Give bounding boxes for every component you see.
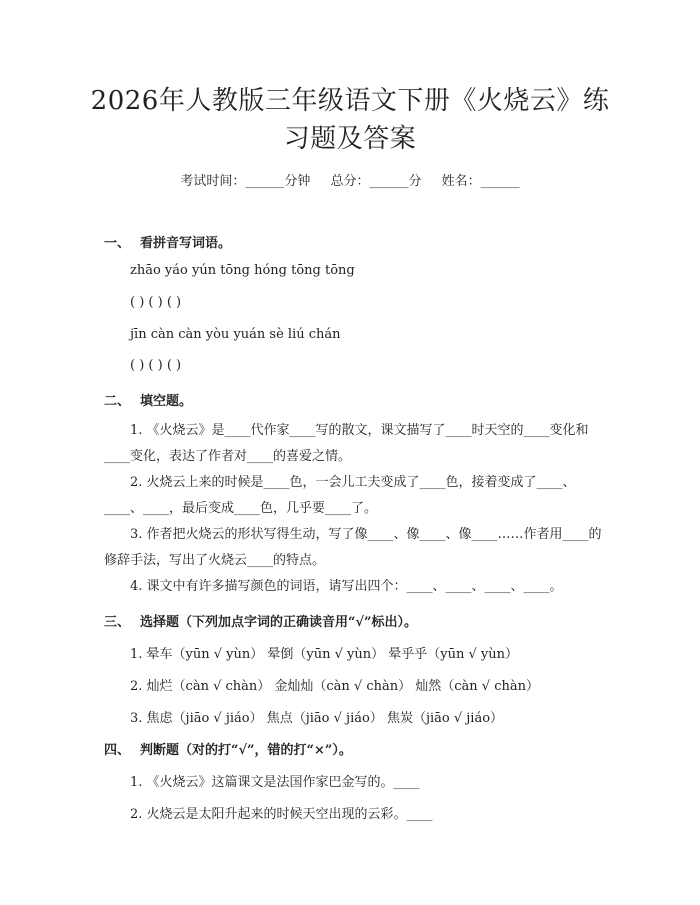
judge-question-2: 2. 火烧云是太阳升起来的时候天空出现的云彩。____ <box>130 807 433 822</box>
section-1-heading: 一、 看拼音写词语。 <box>104 236 232 251</box>
fill-question-1: 1. 《火烧云》是____代作家____写的散文，课文描写了____时天空的____变化和____变化，表达了作者对____的喜爱之情。 <box>104 423 589 464</box>
choice-question-1: 1. 晕车（yūn √ yùn） 晕倒（yūn √ yùn） 晕乎乎（yūn √ yùn） <box>130 647 518 662</box>
pinyin-row-1: zhāo yáo yún tōng hóng tōng tōng <box>130 263 355 278</box>
judge-question-1: 1. 《火烧云》这篇课文是法国作家巴金写的。____ <box>130 775 420 790</box>
section-2-heading: 二、 填空题。 <box>104 394 193 409</box>
fill-question-4: 4. 课文中有许多描写颜色的词语，请写出四个：____、____、____、____。 <box>130 579 563 594</box>
exam-meta <box>0 170 700 189</box>
answer-brackets-2: ( ) ( ) ( ) <box>130 358 182 373</box>
section-3-heading: 三、 选择题（下列加点字词的正确读音用“√”标出）。 <box>104 615 417 630</box>
fill-question-2: 2. 火烧云上来的时候是____色，一会儿工夫变成了____色，接着变成了____、____、____，最后变成____色，几乎要____了。 <box>104 475 576 516</box>
section-4-heading: 四、 判断题（对的打“√”，错的打“×”）。 <box>104 743 352 758</box>
total-score: 总分：______分 <box>330 174 422 189</box>
choice-question-3: 3. 焦虑（jiāo √ jiáo） 焦点（jiāo √ jiáo） 焦炭（jiāo √ jiáo） <box>130 711 504 726</box>
choice-question-2: 2. 灿烂（càn √ chàn） 金灿灿（càn √ chàn） 灿然（càn √ chàn） <box>130 679 539 694</box>
answer-brackets-1: ( ) ( ) ( ) <box>130 295 182 310</box>
fill-question-3: 3. 作者把火烧云的形状写得生动，写了像____、像____、像____……作者用____的修辞手法，写出了火烧云____的特点。 <box>104 527 602 568</box>
pinyin-row-2: jīn càn càn yòu yuán sè liú chán <box>130 327 341 342</box>
student-name: 姓名：______ <box>441 174 520 189</box>
exam-time: 考试时间：______分钟 <box>180 174 311 189</box>
page-title: 2026年人教版三年级语文下册《火烧云》练习题及答案 <box>90 86 610 154</box>
